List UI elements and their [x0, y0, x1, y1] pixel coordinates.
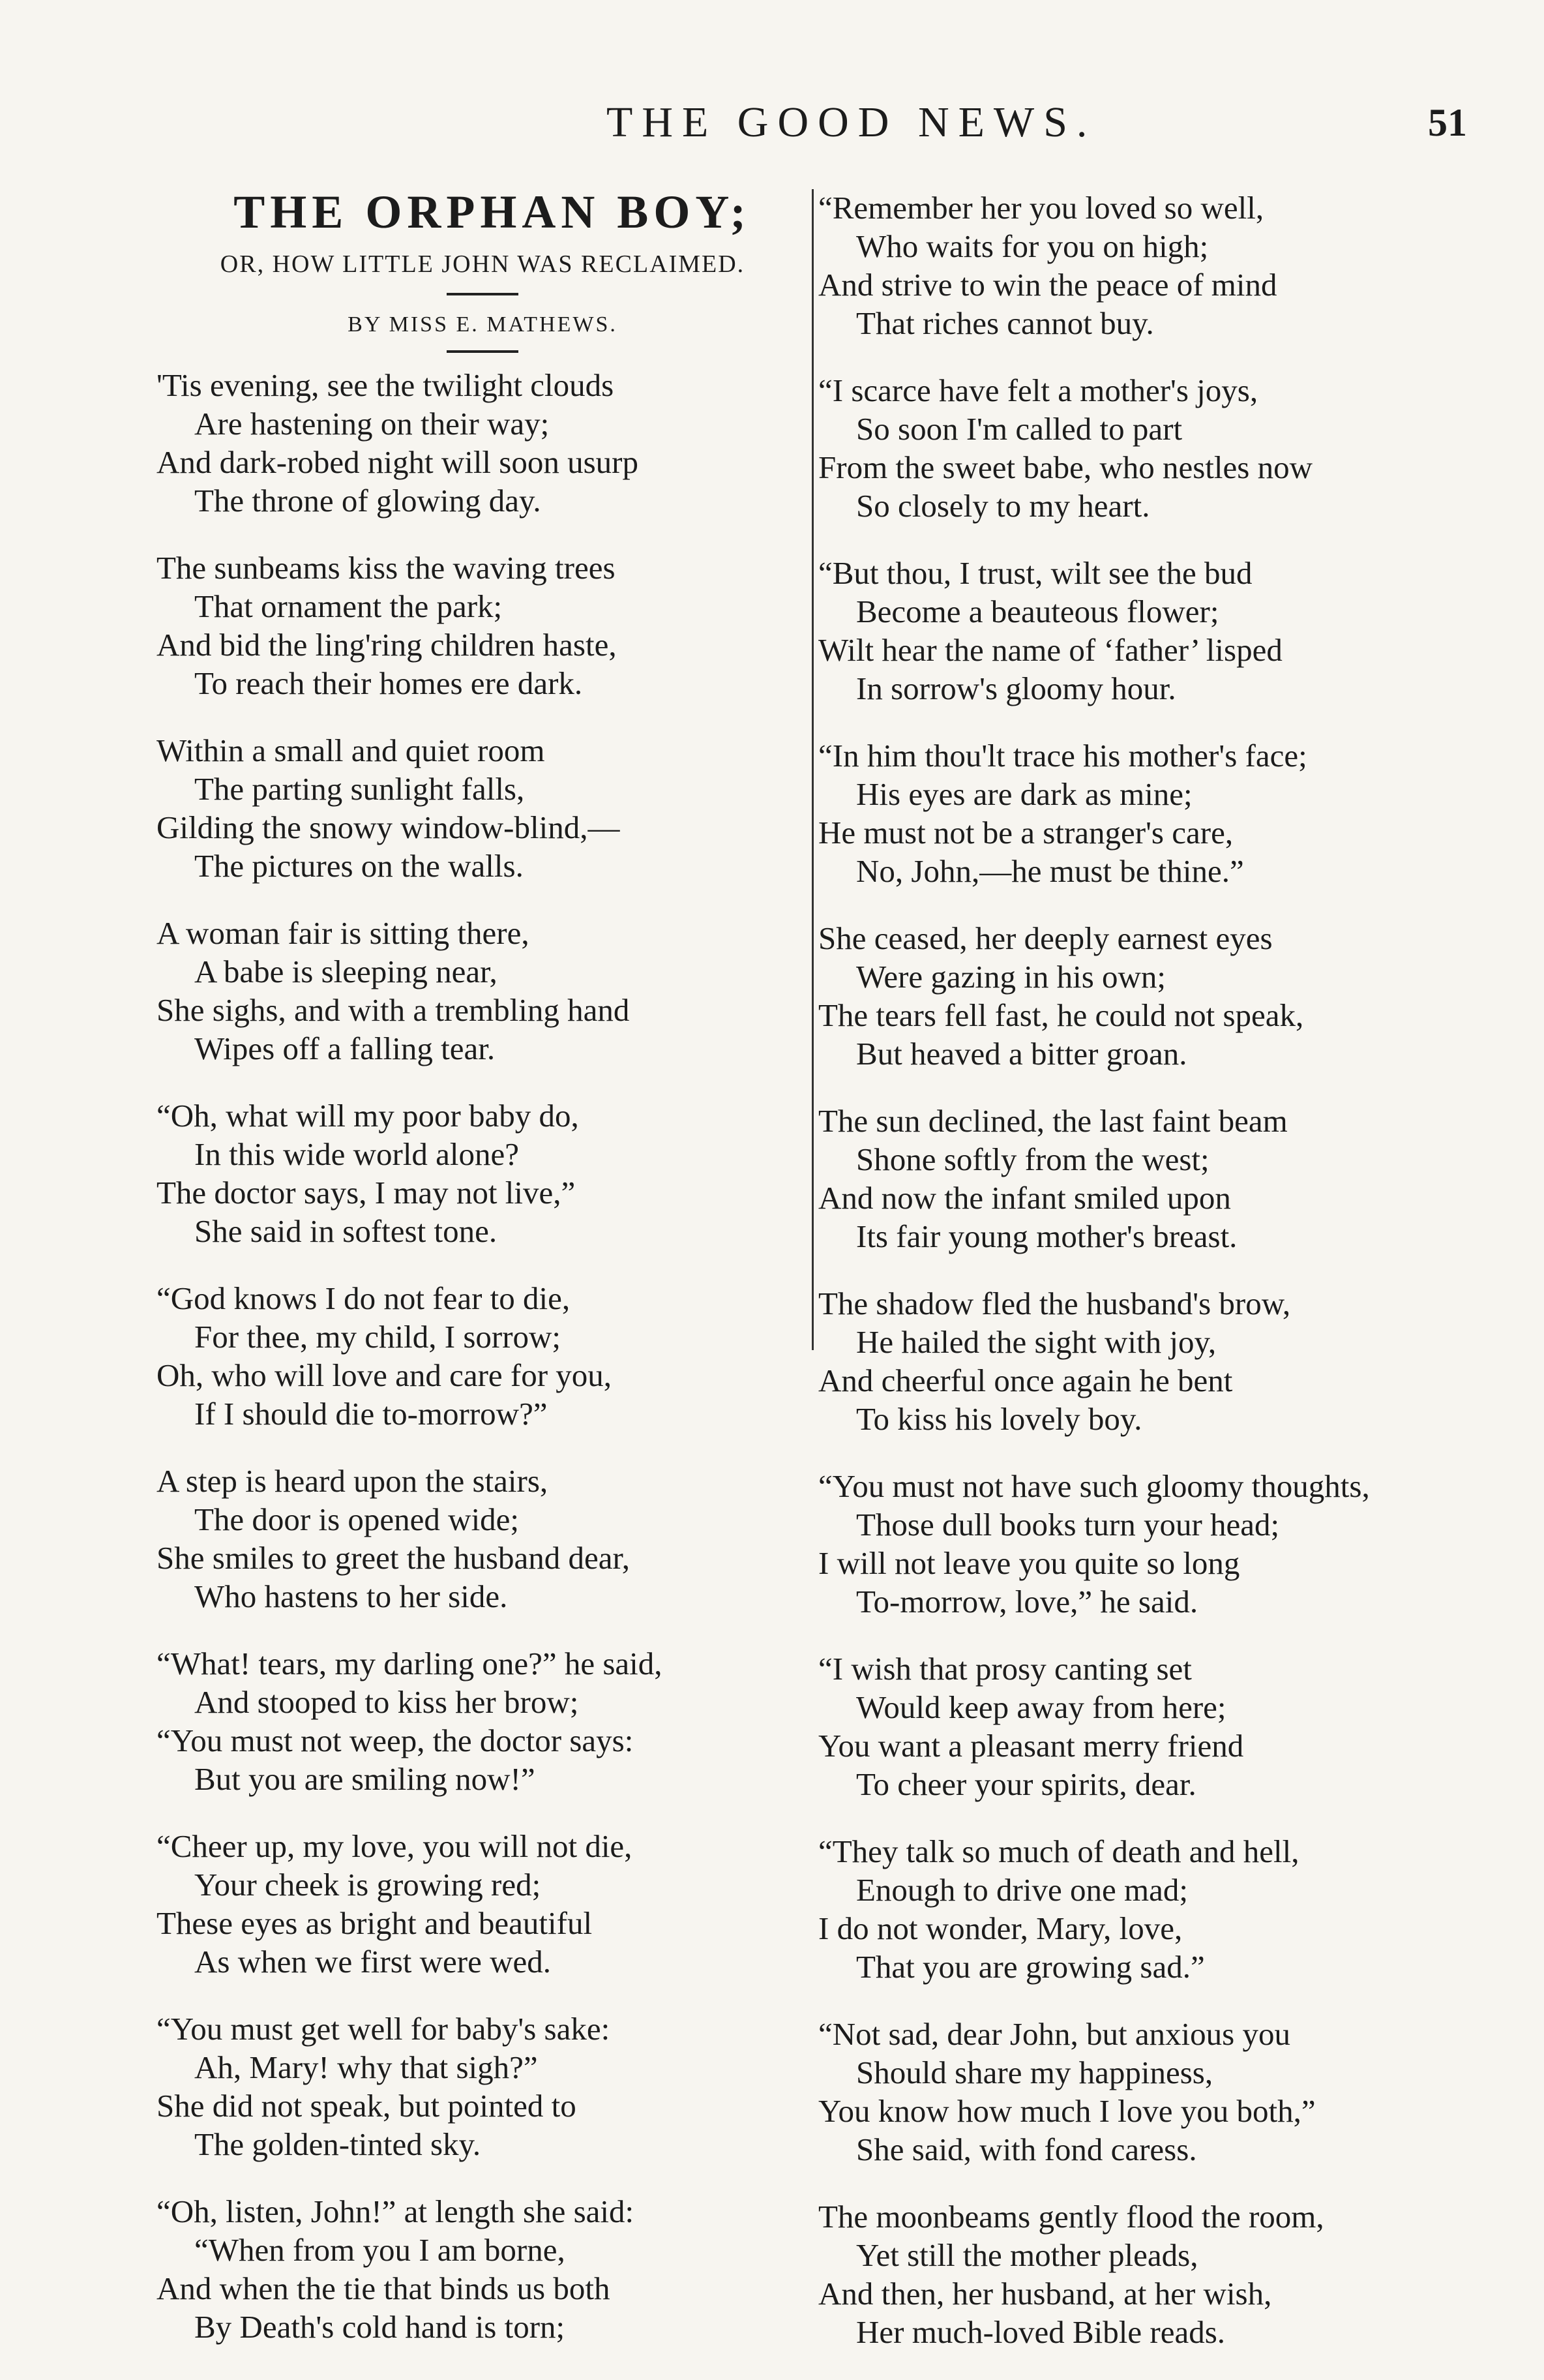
stanza — [818, 1467, 1470, 1621]
poem-line: No, John,—he must be thine.” — [856, 853, 1244, 889]
poem-line: In this wide world alone? — [194, 1136, 520, 1172]
poem-line: The throne of glowing day. — [194, 483, 541, 519]
stanza — [156, 914, 809, 1068]
stanza — [156, 366, 809, 520]
poem-line: Its fair young mother's breast. — [856, 1218, 1238, 1254]
poem-line: But you are smiling now!” — [194, 1761, 535, 1797]
stanza — [818, 554, 1470, 708]
poem-line: That ornament the park; — [194, 588, 503, 624]
poem-line: She said in softest tone. — [194, 1213, 497, 1249]
poem-line: Those dull books turn your head; — [856, 1507, 1280, 1543]
stanza — [156, 1096, 809, 1250]
poem-line: As when we first were wed. — [194, 1944, 551, 1980]
poem-line: “Oh, listen, John!” at length she said: — [156, 2193, 634, 2229]
poem-line: The sun declined, the last faint beam — [818, 1103, 1288, 1139]
poem-line: Enough to drive one mad; — [856, 1872, 1188, 1908]
right-column — [818, 186, 1470, 2380]
stanza — [818, 1102, 1470, 1256]
poem-line: I do not wonder, Mary, love, — [818, 1910, 1183, 1946]
poem-line: Within a small and quiet room — [156, 732, 545, 768]
poem-line: The pictures on the walls. — [194, 848, 524, 884]
poem-line: So soon I'm called to part — [856, 411, 1183, 447]
poem-line: The doctor says, I may not live,” — [156, 1175, 576, 1211]
poem-title: THE ORPHAN BOY; — [233, 186, 751, 238]
poem-line: I will not leave you quite so long — [818, 1545, 1240, 1581]
poem-author: BY MISS E. MATHEWS. — [348, 312, 617, 337]
poem-line: “They talk so much of death and hell, — [818, 1833, 1299, 1869]
stanza — [156, 1462, 809, 1616]
stanza — [156, 731, 809, 885]
poem-line: “Oh, what will my poor baby do, — [156, 1098, 579, 1134]
stanza — [818, 2015, 1470, 2169]
poem-line: She said, with fond caress. — [856, 2131, 1197, 2167]
poem-line: 'Tis evening, see the twilight clouds — [156, 367, 614, 403]
poem-line: To reach their homes ere dark. — [194, 665, 583, 701]
poem-line: Your cheek is growing red; — [194, 1867, 541, 1903]
poem-line: These eyes as bright and beautiful — [156, 1905, 593, 1941]
poem-line: To kiss his lovely boy. — [856, 1401, 1142, 1437]
left-stanzas — [156, 366, 809, 2346]
poem-line: Wilt hear the name of ‘father’ lisped — [818, 632, 1283, 668]
poem-line: Would keep away from here; — [856, 1689, 1226, 1725]
poem-line: Oh, who will love and care for you, — [156, 1357, 612, 1393]
poem-line: He must not be a stranger's care, — [818, 815, 1234, 851]
poem-line: So closely to my heart. — [856, 488, 1150, 524]
poem-line: Should share my happiness, — [856, 2055, 1213, 2090]
poem-line: And bid the ling'ring children haste, — [156, 627, 617, 663]
poem-line: A woman fair is sitting there, — [156, 915, 529, 951]
running-title: THE GOOD NEWS. — [606, 98, 1097, 146]
left-column — [156, 186, 809, 2375]
stanza — [156, 549, 809, 702]
poem-line: The parting sunlight falls, — [194, 771, 525, 807]
poem-line: Gilding the snowy window-blind,— — [156, 809, 620, 845]
poem-line: “I scarce have felt a mother's joys, — [818, 372, 1258, 408]
poem-line: By Death's cold hand is torn; — [194, 2309, 565, 2345]
poem-line: From the sweet babe, who nestles now — [818, 449, 1313, 485]
poem-line: Who waits for you on high; — [856, 228, 1209, 264]
page-header — [0, 98, 1544, 157]
poem-line: She sighs, and with a trembling hand — [156, 992, 630, 1028]
stanza — [818, 1649, 1470, 1803]
poem-line: And now the infant smiled upon — [818, 1180, 1231, 1216]
author-rule — [447, 350, 518, 353]
poem-line: Become a beauteous flower; — [856, 594, 1219, 629]
poem-line: You know how much I love you both,” — [818, 2093, 1316, 2129]
poem-line: “But thou, I trust, wilt see the bud — [818, 555, 1253, 591]
poem-line: And strive to win the peace of mind — [818, 267, 1277, 303]
poem-line: “I wish that prosy canting set — [818, 1651, 1192, 1687]
poem-line: That riches cannot buy. — [856, 305, 1154, 341]
poem-line: But heaved a bitter groan. — [856, 1036, 1187, 1072]
poem-subtitle: OR, HOW LITTLE JOHN WAS RECLAIMED. — [220, 250, 745, 278]
poem-line: “You must not have such gloomy thoughts, — [818, 1468, 1370, 1504]
poem-line: And dark-robed night will soon usurp — [156, 444, 638, 480]
stanza — [818, 371, 1470, 525]
poem-line: The tears fell fast, he could not speak, — [818, 997, 1304, 1033]
right-stanzas — [818, 188, 1470, 2351]
page-number: 51 — [1428, 101, 1467, 144]
poem-line: If I should die to-morrow?” — [194, 1396, 548, 1432]
poem-line: She did not speak, but pointed to — [156, 2088, 576, 2124]
poem-line: Ah, Mary! why that sigh?” — [194, 2049, 538, 2085]
poem-line: He hailed the sight with joy, — [856, 1324, 1217, 1360]
stanza — [818, 1284, 1470, 1438]
title-rule — [447, 293, 518, 295]
stanza — [818, 919, 1470, 1073]
poem-line: “Remember her you loved so well, — [818, 190, 1264, 226]
poem-line: And then, her husband, at her wish, — [818, 2276, 1272, 2312]
stanza — [818, 2197, 1470, 2351]
stanza — [818, 188, 1470, 342]
poem-line: “In him thou'lt trace his mother's face; — [818, 738, 1307, 774]
poem-line: “You must not weep, the doctor says: — [156, 1723, 634, 1758]
poem-line: In sorrow's gloomy hour. — [856, 670, 1176, 706]
poem-line: For thee, my child, I sorrow; — [194, 1319, 561, 1355]
poem-line: “God knows I do not fear to die, — [156, 1280, 571, 1316]
poem-line: That you are growing sad.” — [856, 1949, 1205, 1985]
poem-line: The door is opened wide; — [194, 1501, 520, 1537]
stanza — [156, 1279, 809, 1433]
poem-line: To-morrow, love,” he said. — [856, 1584, 1198, 1619]
poem-line: She ceased, her deeply earnest eyes — [818, 920, 1273, 956]
poem-line: A step is heard upon the stairs, — [156, 1463, 548, 1499]
poem-line: “What! tears, my darling one?” he said, — [156, 1646, 662, 1681]
column-divider — [812, 189, 814, 1350]
poem-line: Her much-loved Bible reads. — [856, 2314, 1226, 2350]
poem-line: The shadow fled the husband's brow, — [818, 1286, 1291, 1321]
poem-line: You want a pleasant merry friend — [818, 1728, 1244, 1764]
poem-line: Wipes off a falling tear. — [194, 1031, 496, 1066]
poem-line: “You must get well for baby's sake: — [156, 2011, 610, 2047]
poem-line: Yet still the mother pleads, — [856, 2237, 1198, 2273]
stanza — [818, 1832, 1470, 1986]
poem-line: The golden-tinted sky. — [194, 2126, 481, 2162]
poem-line: And stooped to kiss her brow; — [194, 1684, 579, 1720]
poem-line: The moonbeams gently flood the room, — [818, 2199, 1324, 2235]
poem-line: And when the tie that binds us both — [156, 2270, 610, 2306]
poem-line: “Cheer up, my love, you will not die, — [156, 1828, 632, 1864]
stanza — [156, 1827, 809, 1981]
stanza — [156, 2192, 809, 2346]
stanza — [156, 1644, 809, 1798]
poem-line: The sunbeams kiss the waving trees — [156, 550, 616, 586]
stanza — [818, 736, 1470, 890]
poem-line: Were gazing in his own; — [856, 959, 1166, 995]
poem-line: “When from you I am borne, — [194, 2232, 565, 2268]
poem-line: She smiles to greet the husband dear, — [156, 1540, 631, 1576]
poem-line: Shone softly from the west; — [856, 1141, 1210, 1177]
poem-line: Who hastens to her side. — [194, 1578, 508, 1614]
poem-line: A babe is sleeping near, — [194, 954, 497, 989]
poem-line: Are hastening on their way; — [194, 406, 550, 442]
poem-line: And cheerful once again he bent — [818, 1363, 1233, 1398]
poem-line: His eyes are dark as mine; — [856, 776, 1193, 812]
poem-line: “Not sad, dear John, but anxious you — [818, 2016, 1290, 2052]
stanza — [156, 2010, 809, 2163]
poem-line: To cheer your spirits, dear. — [856, 1766, 1196, 1802]
